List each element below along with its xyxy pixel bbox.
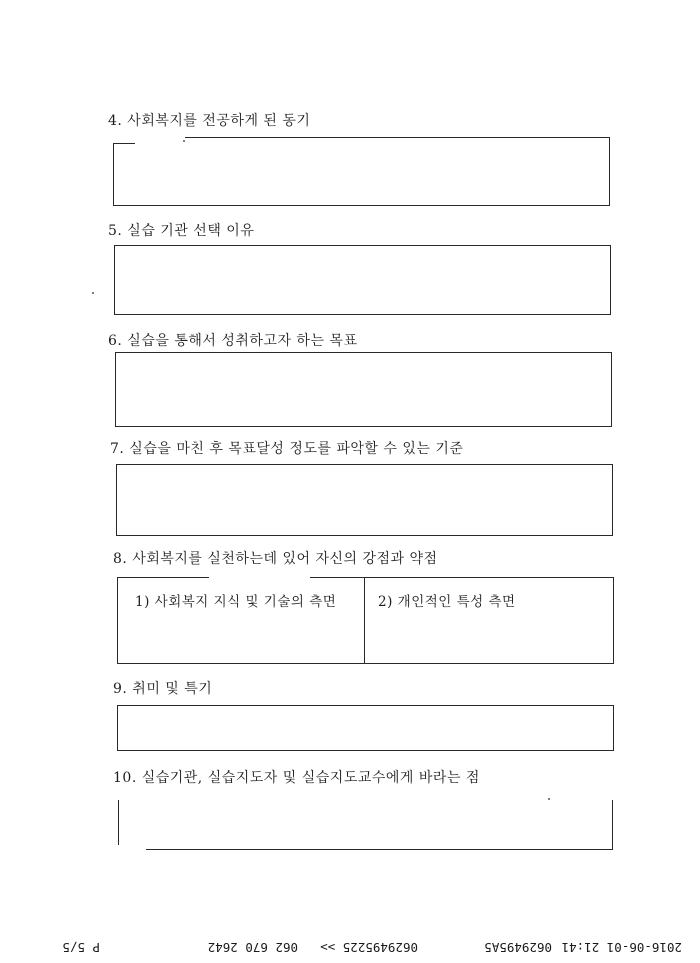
section-8-label: 8. 사회복지를 실천하는데 있어 자신의 강점과 약점 — [113, 551, 438, 567]
fax-direction: 0629495225 >> — [320, 940, 418, 955]
section-5-answer-box[interactable] — [114, 245, 611, 315]
section-7-answer-box[interactable] — [116, 464, 613, 536]
fax-footer — [0, 935, 700, 959]
fax-recipient: 062 670 2642 — [207, 940, 298, 955]
section-9-answer-box[interactable] — [117, 705, 614, 751]
section-7-label: 7. 실습을 마친 후 목표달성 정도를 파악할 수 있는 기준 — [110, 441, 464, 457]
scan-speck — [183, 140, 185, 142]
section-6-answer-box[interactable] — [115, 352, 612, 427]
section-4-label: 4. 사회복지를 전공하게 된 동기 — [108, 113, 311, 129]
section-5-label: 5. 실습 기관 선택 이유 — [108, 223, 255, 239]
section-9-label: 9. 취미 및 특기 — [113, 681, 213, 697]
section-8-col-2-label: 2) 개인적인 특성 측면 — [378, 594, 516, 610]
fax-page: P 5/5 — [62, 940, 100, 955]
section-8-col-1-label: 1) 사회복지 지식 및 기술의 측면 — [135, 594, 337, 610]
section-10-label: 10. 실습기관, 실습지도자 및 실습지도교수에게 바라는 점 — [113, 770, 480, 786]
scan-speck — [548, 798, 550, 800]
scan-speck — [92, 292, 94, 294]
fax-datetime: 2016-06-01 21:41 — [561, 940, 682, 955]
fax-sender: 0629495A5 — [484, 940, 552, 955]
section-6-label: 6. 실습을 통해서 성취하고자 하는 목표 — [108, 333, 358, 349]
